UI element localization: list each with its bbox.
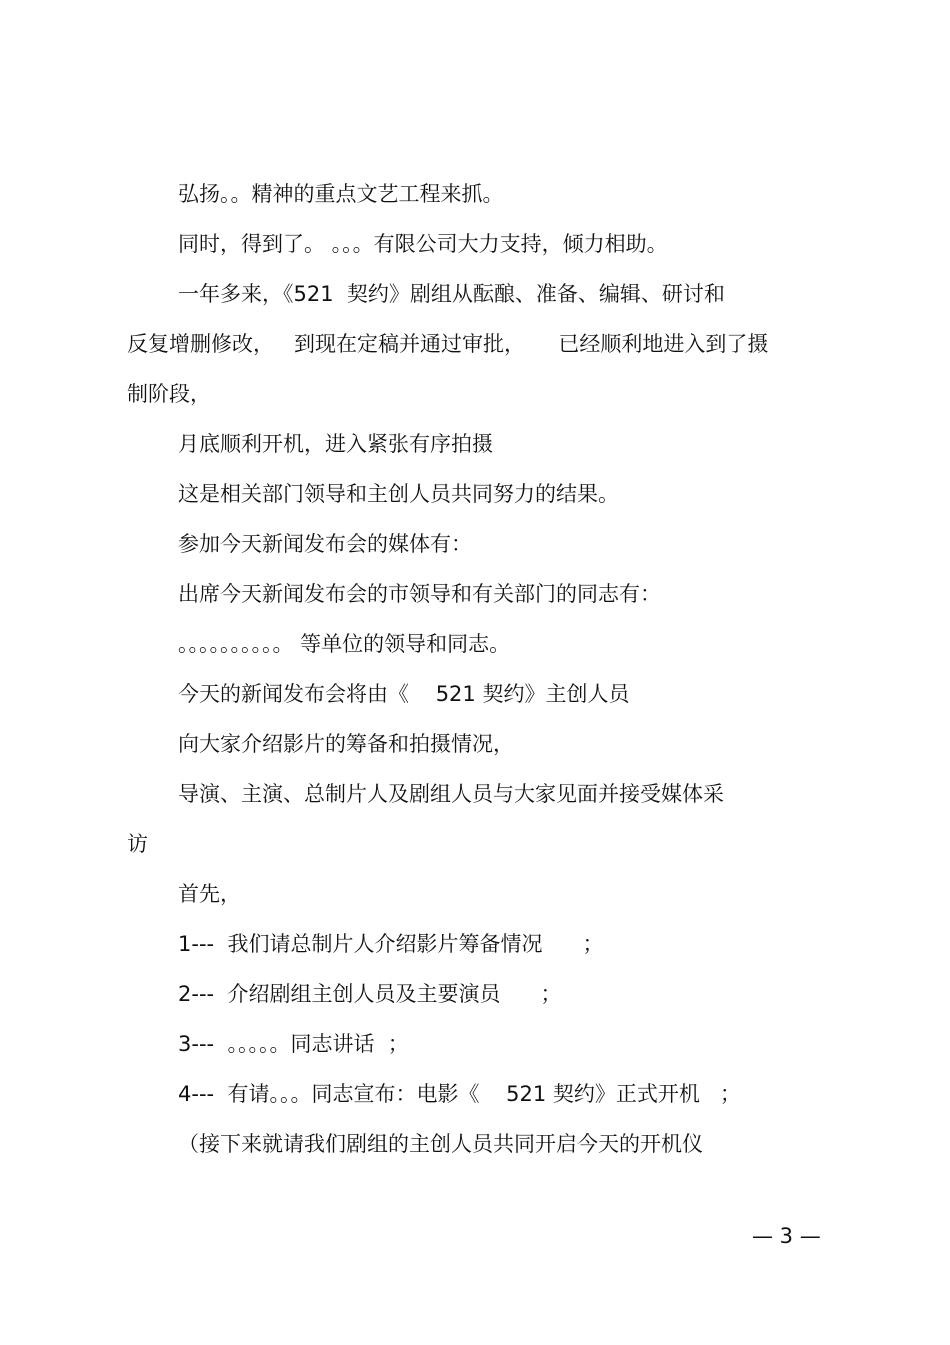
- paragraph-3-cont: 反复增删修改， 到现在定稿并通过审批， 已经顺利地进入到了摄: [127, 332, 769, 356]
- paragraph-5: 这是相关部门领导和主创人员共同努力的结果。: [178, 482, 619, 506]
- paragraph-6: 参加今天新闻发布会的媒体有：: [178, 532, 472, 556]
- paragraph-9: 今天的新闻发布会将由《 521 契约》主创人员: [178, 682, 630, 706]
- paragraph-11-end: 访: [127, 832, 148, 856]
- paragraph-3: 一年多来，《521 契约》剧组从酝酿、准备、编辑、研讨和: [178, 282, 725, 306]
- paragraph-7: 出席今天新闻发布会的市领导和有关部门的同志有：: [178, 582, 661, 606]
- paragraph-4: 月底顺利开机，进入紧张有序拍摄: [178, 432, 493, 456]
- paragraph-13: （接下来就请我们剧组的主创人员共同开启今天的开机仪: [178, 1132, 703, 1156]
- paragraph-11: 导演、主演、总制片人及剧组人员与大家见面并接受媒体采: [178, 782, 724, 806]
- list-item-2: 2--- 介绍剧组主创人员及主要演员 ；: [178, 982, 562, 1006]
- paragraph-10: 向大家介绍影片的筹备和拍摄情况，: [178, 732, 514, 756]
- paragraph-12: 首先，: [178, 882, 241, 906]
- list-item-3: 3--- 。。。。。同志讲话 ；: [178, 1032, 409, 1056]
- page-number: — 3 —: [752, 1224, 821, 1248]
- list-item-1: 1--- 我们请总制片人介绍影片筹备情况 ；: [178, 932, 604, 956]
- paragraph-8: 。。。。。。。。。。 等单位的领导和同志。: [178, 632, 511, 656]
- paragraph-1: 弘扬。。精神的重点文艺工程来抓。: [178, 182, 504, 206]
- list-item-4: 4--- 有请。。。同志宣布：电影《 521 契约》正式开机 ；: [178, 1082, 741, 1106]
- paragraph-3-end: 制阶段，: [127, 382, 211, 406]
- paragraph-2: 同时，得到了。 。。。有限公司大力支持，倾力相助。: [178, 232, 668, 256]
